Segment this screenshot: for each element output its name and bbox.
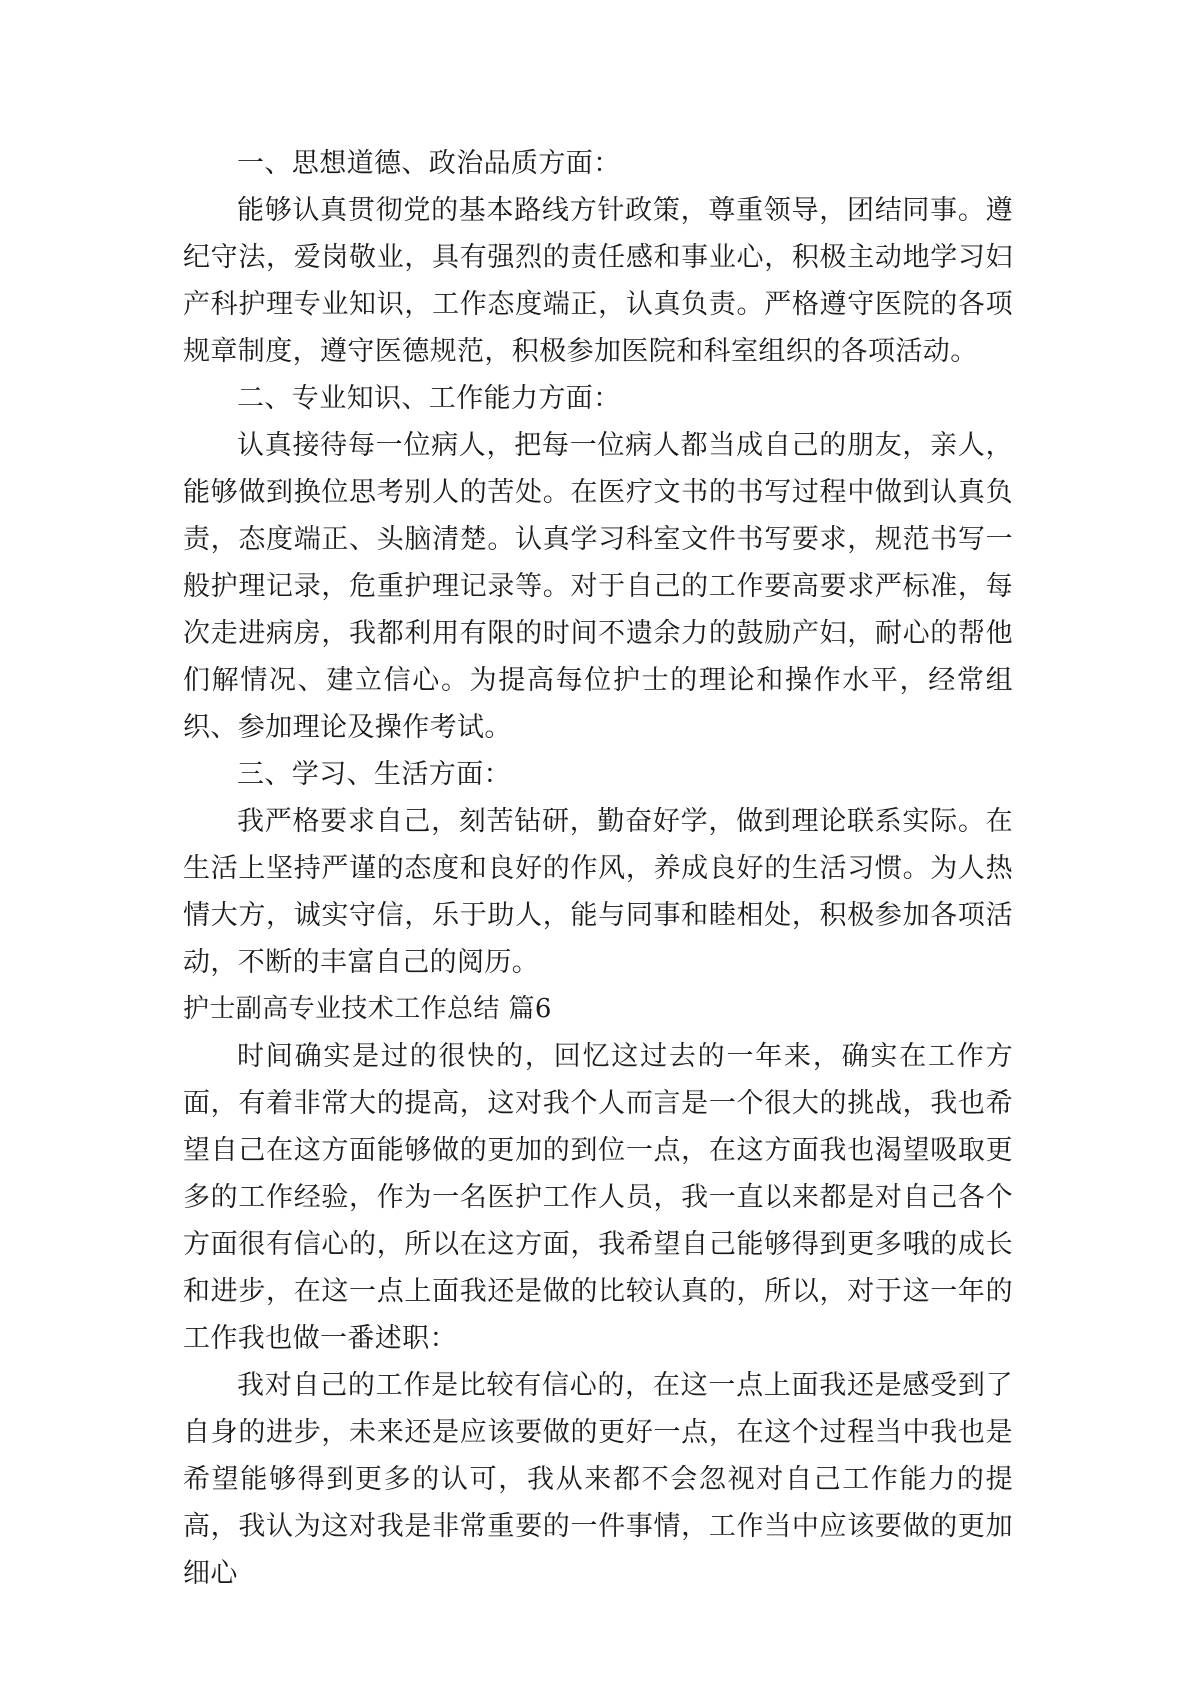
body-paragraph-5: 我对自己的工作是比较有信心的，在这一点上面我还是感受到了自身的进步，未来还是应该要做的更好一点，在这个过程当中我也是希望能够得到更多的认可，我从来都不会忽视对自己工作能力的提高，我认为这对我是非常重要的一件事情，工作当中应该要做的更加细心: [183, 1370, 1013, 1589]
body-paragraph-1: 能够认真贯彻党的基本路线方针政策，尊重领导，团结同事。遵纪守法，爱岗敬业，具有强烈的责任感和事业心，积极主动地学习妇产科护理专业知识，工作态度端正，认真负责。严格遵守医院的各项规章制度，遵守医德规范，积极参加医院和科室组织的各项活动。: [183, 195, 1013, 367]
section-heading-3: 三、学习、生活方面：: [237, 759, 511, 790]
document-page: [183, 140, 1013, 1597]
body-paragraph-2: 认真接待每一位病人，把每一位病人都当成自己的朋友，亲人，能够做到换位思考别人的苦处。在医疗文书的书写过程中做到认真负责，态度端正、头脑清楚。认真学习科室文件书写要求，规范书写一般护理记录，危重护理记录等。对于自己的工作要高要求严标准，每次走进病房，我都利用有限的时间不遗余力的鼓励产妇，耐心的帮他们解情况、建立信心。为提高每位护士的理论和操作水平，经常组织、参加理论及操作考试。: [183, 430, 1013, 743]
body-paragraph-3: 我严格要求自己，刻苦钻研，勤奋好学，做到理论联系实际。在生活上坚持严谨的态度和良好的作风，养成良好的生活习惯。为人热情大方，诚实守信，乐于助人，能与同事和睦相处，积极参加各项活动，不断的丰富自己的阅历。: [183, 806, 1013, 978]
body-paragraph-4: 时间确实是过的很快的，回忆这过去的一年来，确实在工作方面，有着非常大的提高，这对我个人而言是一个很大的挑战，我也希望自己在这方面能够做的更加的到位一点，在这方面我也渴望吸取更多的工作经验，作为一名医护工作人员，我一直以来都是对自己各个方面很有信心的，所以在这方面，我希望自己能够得到更多哦的成长和进步，在这一点上面我还是做的比较认真的，所以，对于这一年的工作我也做一番述职：: [183, 1041, 1013, 1354]
article-title: 护士副高专业技术工作总结 篇6: [183, 994, 552, 1024]
section-heading-2: 二、专业知识、工作能力方面：: [237, 383, 621, 414]
section-heading-1: 一、思想道德、政治品质方面：: [237, 148, 621, 179]
